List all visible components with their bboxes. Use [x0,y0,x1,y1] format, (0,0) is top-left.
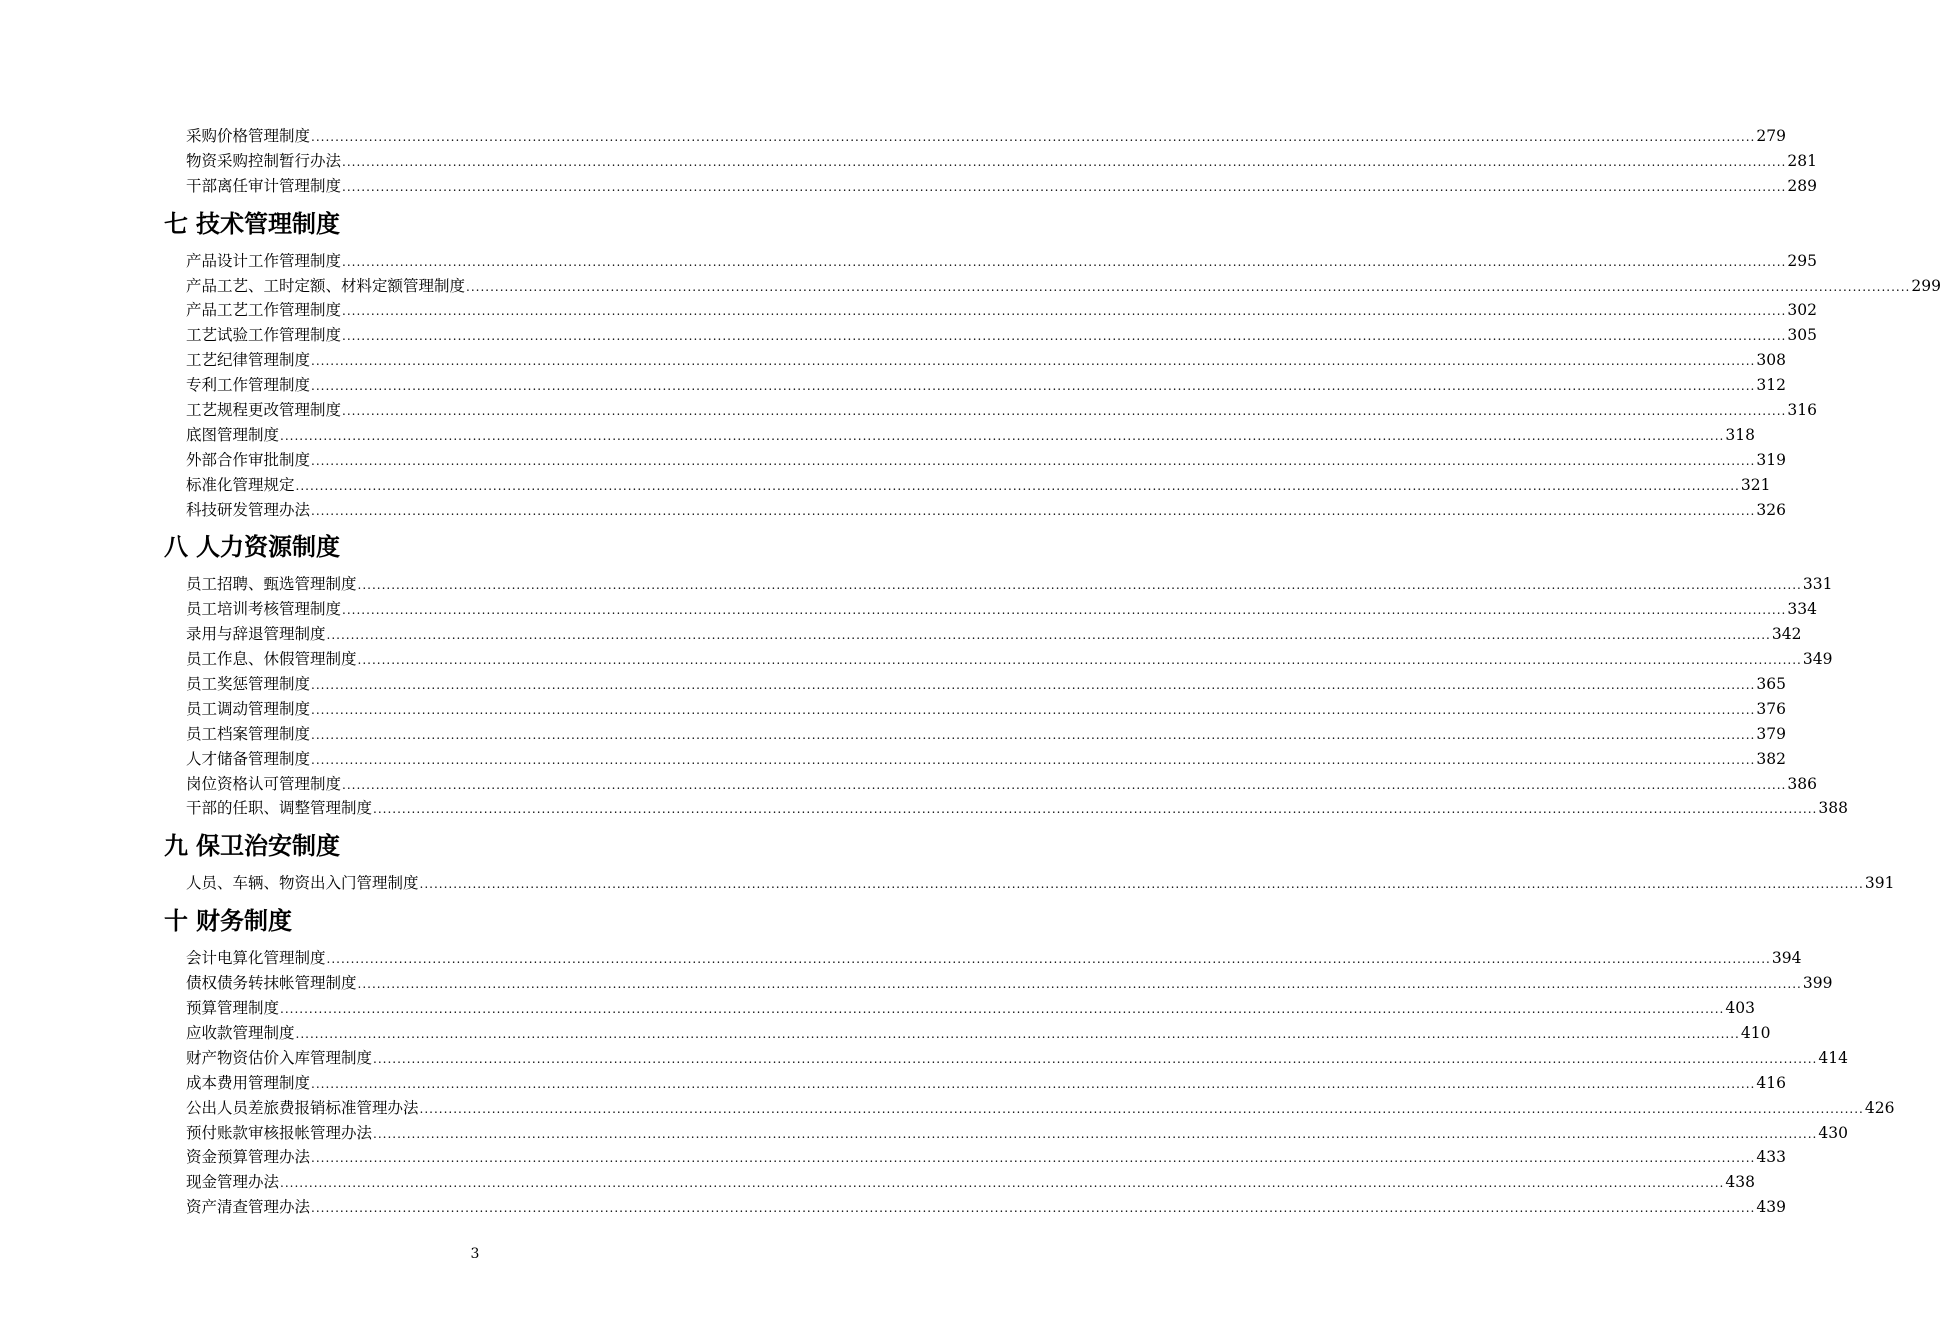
toc-entry-page: 438 [1725,1173,1755,1192]
toc-entry-page: 379 [1756,724,1786,743]
toc-entry-title: 财产物资估价入库管理制度 [186,1048,373,1067]
toc-entry-page: 439 [1756,1198,1786,1217]
toc-entry-title: 会计电算化管理制度 [186,949,326,968]
toc-entry-page: 433 [1756,1148,1786,1167]
toc-entry-page: 302 [1787,301,1817,320]
toc-entry-page: 279 [1756,127,1786,145]
toc-entry[interactable] [186,398,1817,423]
dot-leader: ............................................................................................................................................................................................................................................................................................................ [342,329,1787,344]
toc-entry[interactable] [186,149,1817,174]
toc-entry-title: 干部的任职、调整管理制度 [186,799,373,818]
toc-entry-title: 员工招聘、甄选管理制度 [186,575,357,594]
toc-entry-title: 干部离任审计管理制度 [186,176,342,195]
toc-entry-title: 员工作息、休假管理制度 [186,650,357,669]
toc-entry-page: 376 [1756,699,1786,718]
toc-entry-title: 现金管理办法 [186,1173,280,1192]
toc-entry[interactable] [186,697,1786,722]
toc-entry[interactable] [186,124,1786,149]
section-number: 七 [164,209,188,238]
toc-entry-page: 299 [1911,276,1941,295]
dot-leader: ............................................................................................................................................................................................................................................................................................................ [280,428,1725,443]
section-title: 人力资源制度 [196,533,340,562]
dot-leader: ............................................................................................................................................................................................................................................................................................................ [357,977,1802,992]
section-title: 技术管理制度 [196,209,340,238]
toc-entry-page: 382 [1756,749,1786,768]
dot-leader: ............................................................................................................................................................................................................................................................................................................ [311,727,1756,742]
toc-entry-title: 人员、车辆、物资出入门管理制度 [186,874,419,893]
toc-entry-page: 349 [1802,650,1833,669]
dot-leader: ............................................................................................................................................................................................................................................................................................................ [295,1026,1740,1041]
dot-leader: ............................................................................................................................................................................................................................................................................................................ [373,1051,1818,1066]
dot-leader: ............................................................................................................................................................................................................................................................................................................ [342,404,1787,419]
toc-entry-title: 产品设计工作管理制度 [186,251,342,270]
toc-entry-title: 底图管理制度 [186,425,280,444]
toc-entry-page: 391 [1864,874,1895,893]
toc-entry-page: 394 [1771,949,1802,968]
toc-entry[interactable] [186,747,1786,772]
toc-entry-title: 预付账款审核报帐管理办法 [186,1123,373,1142]
toc-entry[interactable] [186,796,1848,821]
toc-entry-page: 416 [1756,1073,1786,1092]
toc-entry-page: 365 [1756,675,1786,694]
dot-leader: ............................................................................................................................................................................................................................................................................................................ [311,1151,1756,1166]
dot-leader: ............................................................................................................................................................................................................................................................................................................ [419,1101,1864,1116]
toc-entry-page: 414 [1818,1048,1848,1067]
toc-entry[interactable] [186,274,1941,299]
toc-entry[interactable] [186,1046,1848,1071]
toc-entry[interactable] [186,473,1771,498]
section-number: 十 [164,907,188,936]
toc-entry[interactable] [186,772,1817,797]
dot-leader: ............................................................................................................................................................................................................................................................................................................ [311,752,1756,767]
toc-entry-page: 399 [1802,974,1833,993]
toc-entry-title: 成本费用管理制度 [186,1073,311,1092]
toc-entry[interactable] [186,597,1817,622]
toc-entry[interactable] [186,1170,1755,1195]
section-heading [164,896,808,946]
toc-entry-page: 326 [1756,500,1786,519]
toc-entry-title: 工艺纪律管理制度 [186,351,311,370]
toc-entry-title: 应收款管理制度 [186,1023,295,1042]
toc-entry-title: 采购价格管理制度 [186,127,311,145]
dot-leader: ............................................................................................................................................................................................................................................................................................................ [342,603,1787,618]
dot-leader: ............................................................................................................................................................................................................................................................................................................ [311,503,1756,518]
toc-entry-page: 295 [1787,251,1817,270]
toc-entry[interactable] [186,722,1786,747]
toc-entry-title: 岗位资格认可管理制度 [186,774,342,793]
dot-leader: ............................................................................................................................................................................................................................................................................................................ [373,1126,1818,1141]
toc-entry-title: 专利工作管理制度 [186,376,311,395]
table-of-contents [164,124,1941,1220]
dot-leader: ............................................................................................................................................................................................................................................................................................................ [311,354,1756,369]
toc-entry[interactable] [186,622,1802,647]
dot-leader: ............................................................................................................................................................................................................................................................................................................ [326,628,1771,643]
section-heading [164,821,808,871]
toc-entry-title: 员工调动管理制度 [186,699,311,718]
toc-entry-page: 342 [1771,625,1802,644]
toc-entry[interactable] [186,348,1786,373]
section-title: 财务制度 [196,907,292,936]
toc-entry-page: 305 [1787,326,1817,345]
dot-leader: ............................................................................................................................................................................................................................................................................................................ [311,1201,1756,1216]
toc-entry-page: 403 [1725,999,1755,1018]
toc-entry-page: 281 [1787,151,1817,170]
toc-entry-title: 工艺规程更改管理制度 [186,401,342,420]
toc-entry[interactable] [186,871,1895,896]
dot-leader: ............................................................................................................................................................................................................................................................................................................ [466,279,1911,294]
section-heading [164,199,808,249]
toc-entry-title: 工艺试验工作管理制度 [186,326,342,345]
dot-leader: ............................................................................................................................................................................................................................................................................................................ [342,154,1787,169]
toc-entry-page: 386 [1787,774,1817,793]
toc-entry[interactable] [186,1145,1786,1170]
dot-leader: ............................................................................................................................................................................................................................................................................................................ [326,952,1771,967]
toc-entry[interactable] [186,298,1817,323]
dot-leader: ............................................................................................................................................................................................................................................................................................................ [311,453,1756,468]
toc-entry-title: 物资采购控制暂行办法 [186,151,342,170]
toc-entry-title: 公出人员差旅费报销标准管理办法 [186,1098,419,1117]
toc-entry[interactable] [186,1071,1786,1096]
toc-entry[interactable] [186,498,1786,523]
toc-entry[interactable] [186,1195,1786,1220]
dot-leader: ............................................................................................................................................................................................................................................................................................................ [311,379,1756,394]
toc-entry[interactable] [186,647,1833,672]
toc-entry[interactable] [186,448,1786,473]
toc-entry[interactable] [186,323,1817,348]
toc-entry[interactable] [186,1021,1771,1046]
toc-entry-title: 录用与辞退管理制度 [186,625,326,644]
toc-entry-page: 312 [1756,376,1786,395]
dot-leader: ............................................................................................................................................................................................................................................................................................................ [311,678,1756,693]
toc-entry-title: 员工培训考核管理制度 [186,600,342,619]
section-title: 保卫治安制度 [196,832,340,861]
toc-entry-page: 334 [1787,600,1817,619]
dot-leader: ............................................................................................................................................................................................................................................................................................................ [280,1002,1725,1017]
toc-entry[interactable] [186,672,1786,697]
dot-leader: ............................................................................................................................................................................................................................................................................................................ [311,1076,1756,1091]
toc-entry-title: 资产清查管理办法 [186,1198,311,1217]
dot-leader: ............................................................................................................................................................................................................................................................................................................ [311,130,1756,144]
toc-entry-title: 债权债务转抹帐管理制度 [186,974,357,993]
toc-entry[interactable] [186,174,1817,199]
toc-entry[interactable] [186,946,1802,971]
dot-leader: ............................................................................................................................................................................................................................................................................................................ [342,304,1787,319]
toc-entry[interactable] [186,373,1786,398]
dot-leader: ............................................................................................................................................................................................................................................................................................................ [342,254,1787,269]
toc-entry-title: 员工奖惩管理制度 [186,675,311,694]
dot-leader: ............................................................................................................................................................................................................................................................................................................ [280,1176,1725,1191]
toc-entry-page: 316 [1787,401,1817,420]
toc-entry-title: 人才储备管理制度 [186,749,311,768]
toc-entry-page: 319 [1756,450,1786,469]
toc-entry[interactable] [186,1121,1848,1146]
dot-leader: ............................................................................................................................................................................................................................................................................................................ [295,478,1740,493]
toc-entry-title: 产品工艺、工时定额、材料定额管理制度 [186,276,466,295]
toc-entry-title: 资金预算管理办法 [186,1148,311,1167]
toc-entry-title: 科技研发管理办法 [186,500,311,519]
toc-entry[interactable] [186,572,1833,597]
toc-entry-page: 289 [1787,176,1817,195]
toc-entry[interactable] [186,423,1755,448]
dot-leader: ............................................................................................................................................................................................................................................................................................................ [357,653,1802,668]
toc-entry-title: 外部合作审批制度 [186,450,311,469]
toc-entry-page: 331 [1802,575,1833,594]
toc-entry-page: 321 [1740,475,1771,494]
section-heading [164,522,808,572]
toc-entry-page: 410 [1740,1023,1771,1042]
toc-entry-title: 预算管理制度 [186,999,280,1018]
toc-entry[interactable] [186,996,1755,1021]
toc-entry-title: 标准化管理规定 [186,475,295,494]
toc-entry-page: 388 [1818,799,1848,818]
dot-leader: ............................................................................................................................................................................................................................................................................................................ [311,702,1756,717]
toc-entry[interactable] [186,971,1833,996]
dot-leader: ............................................................................................................................................................................................................................................................................................................ [357,578,1802,593]
page-number: 3 [470,1246,480,1262]
toc-entry-title: 员工档案管理制度 [186,724,311,743]
toc-entry-page: 308 [1756,351,1786,370]
toc-entry-page: 318 [1725,425,1755,444]
dot-leader: ............................................................................................................................................................................................................................................................................................................ [373,802,1818,817]
dot-leader: ............................................................................................................................................................................................................................................................................................................ [419,877,1864,892]
toc-entry[interactable] [186,249,1817,274]
toc-entry-title: 产品工艺工作管理制度 [186,301,342,320]
toc-entry-page: 430 [1818,1123,1848,1142]
toc-entry-page: 426 [1864,1098,1895,1117]
dot-leader: ............................................................................................................................................................................................................................................................................................................ [342,777,1787,792]
toc-entry[interactable] [186,1096,1895,1121]
section-number: 九 [164,832,188,861]
section-number: 八 [164,533,188,562]
dot-leader: ............................................................................................................................................................................................................................................................................................................ [342,179,1787,194]
